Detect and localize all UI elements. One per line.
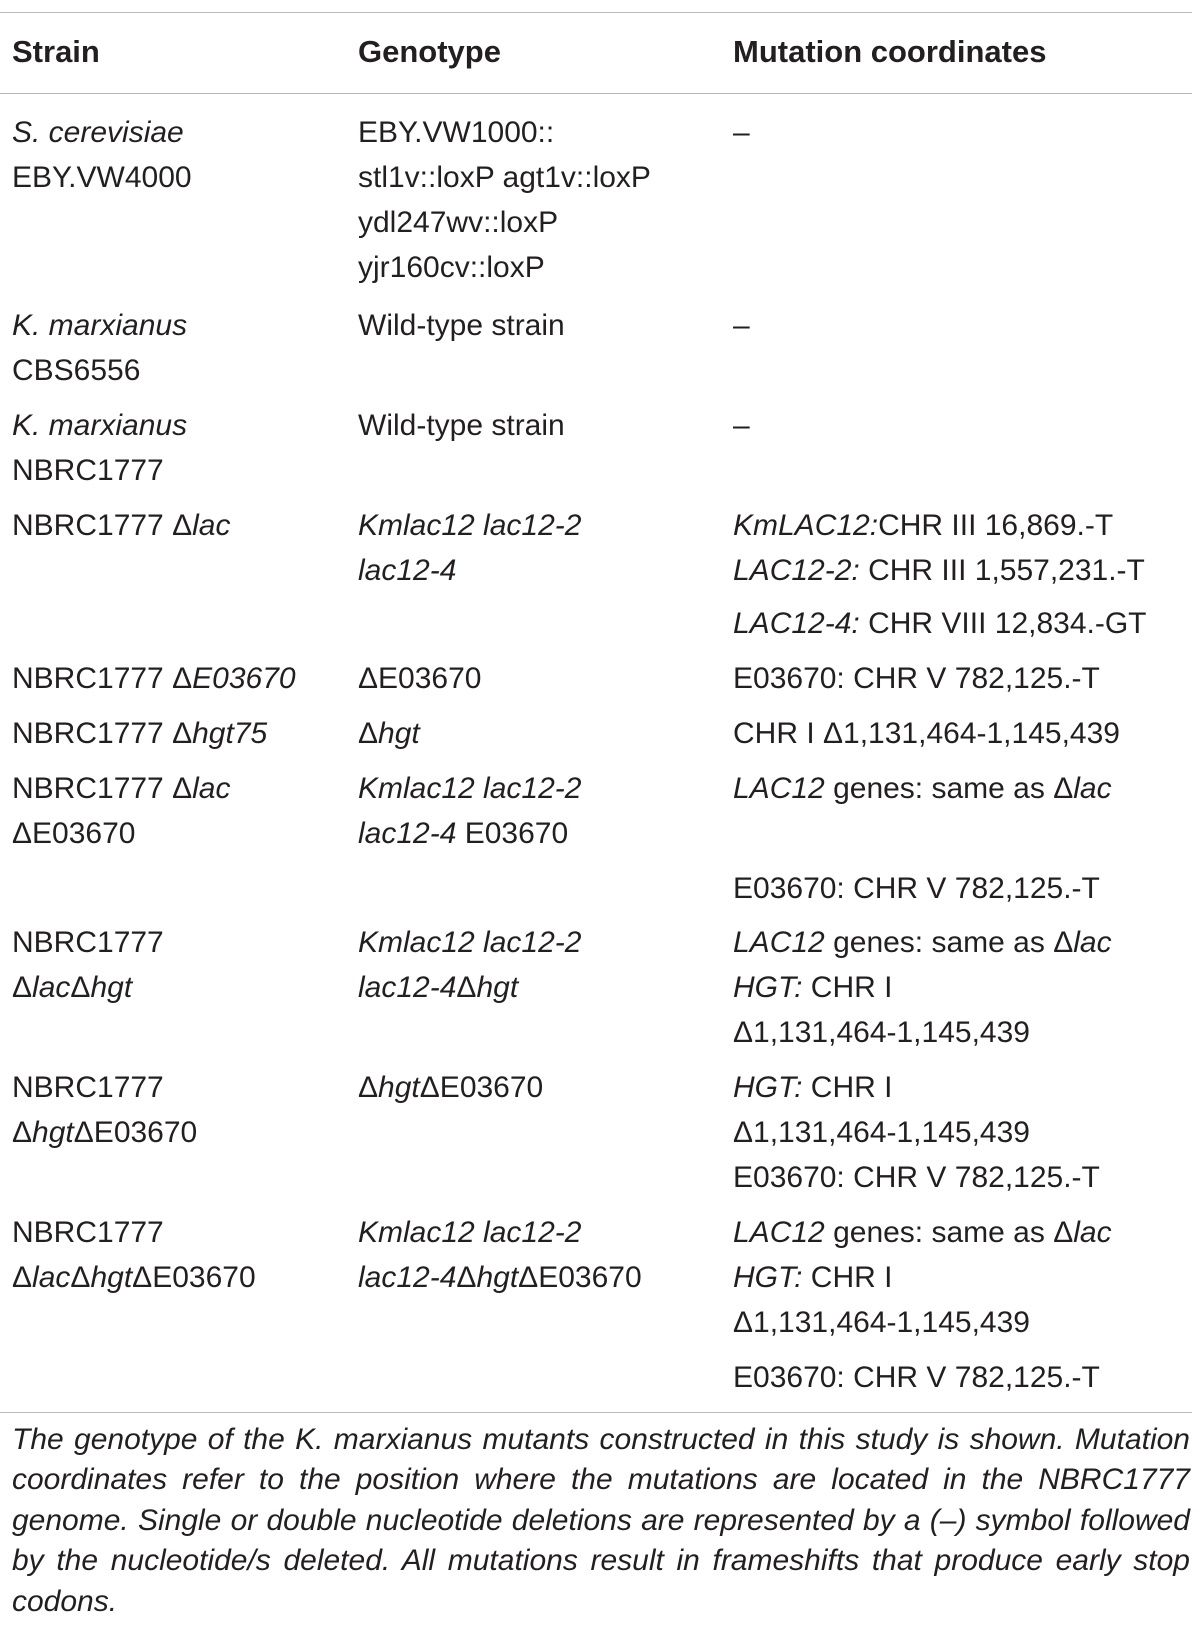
cell-text: K. marxianus <box>12 409 188 442</box>
mutation-coordinates-cell-line <box>733 548 1145 593</box>
cell-text: hgt <box>90 1261 133 1294</box>
strain-cell-line <box>12 403 187 448</box>
mutation-coordinates-cell-line <box>733 110 750 155</box>
cell-text: ydl247wv::loxP <box>358 206 559 239</box>
cell-text: CBS6556 <box>12 354 141 387</box>
cell-text: hgt <box>32 1116 74 1149</box>
header-genotype: Genotype <box>358 34 501 69</box>
mutation-coordinates-cell-line <box>733 1155 1100 1200</box>
cell-text: ΔE03670 <box>518 1261 642 1294</box>
cell-text: LAC12 <box>733 1216 825 1249</box>
mutation-coordinates-cell-line <box>733 1010 1030 1055</box>
cell-text: EBY.VW4000 <box>12 161 192 194</box>
cell-text: CHR I Δ1,131,464-1,145,439 <box>733 717 1120 750</box>
cell-text: CHR I <box>802 971 893 1004</box>
cell-text: genes: same as Δ <box>824 772 1074 805</box>
mutation-coordinates-cell-line <box>733 965 892 1010</box>
header-mutation-coordinates: Mutation coordinates <box>733 34 1047 69</box>
cell-text: NBRC1777 Δ <box>12 717 193 750</box>
cell-text: CHR I <box>802 1261 893 1294</box>
cell-text: LAC12 <box>733 772 825 805</box>
mutation-coordinates-cell-line <box>733 1110 1030 1155</box>
cell-text: stl1v::loxP agt1v::loxP <box>358 161 651 194</box>
strain-cell-line <box>12 303 187 348</box>
cell-text: Δ <box>456 971 477 1004</box>
cell-text: genes: same as Δ <box>824 1216 1074 1249</box>
strain-cell-line <box>12 503 230 548</box>
cell-text: CHR III 1,557,231.-T <box>859 554 1145 587</box>
mutation-coordinates-cell-line <box>733 1355 1100 1400</box>
cell-text: – <box>733 309 750 342</box>
cell-text: Δ <box>358 717 379 750</box>
table-footnote: The genotype of the K. marxianus mutants constructed in this study is shown. Mutation coordinates refer to the position where the mutations are located in the NBRC1777 genome. Single or double nucleotide deletions are represented by a (–) symbol followed by the nucleotide/s deleted. All mutations result in frameshifts that produce early stop codons. <box>12 1423 1190 1618</box>
cell-text: Kmlac12 lac12-2 <box>358 772 582 805</box>
cell-text: NBRC1777 <box>12 454 164 487</box>
header-strain: Strain <box>12 34 100 69</box>
cell-text: Δ <box>12 971 33 1004</box>
genotype-cell-line <box>358 503 581 548</box>
strain-cell-line <box>12 348 140 393</box>
cell-text: Kmlac12 lac12-2 <box>358 1216 582 1249</box>
cell-text: genes: same as Δ <box>824 926 1074 959</box>
cell-text: E03670 <box>456 817 569 850</box>
genotype-cell-line <box>358 1210 581 1255</box>
cell-text: HGT: <box>733 971 803 1004</box>
genotype-cell-line <box>358 1065 543 1110</box>
cell-text: LAC12-4: <box>733 607 860 640</box>
cell-text: E03670: CHR V 782,125.-T <box>733 1361 1100 1394</box>
cell-text: ΔE03670 <box>358 662 482 695</box>
mutation-coordinates-cell-line <box>733 711 1120 756</box>
mutation-coordinates-cell-line <box>733 403 750 448</box>
cell-text: Δ1,131,464-1,145,439 <box>733 1116 1030 1149</box>
strain-cell-line <box>12 155 192 200</box>
cell-text: CHR VIII 12,834.-GT <box>859 607 1147 640</box>
header-rule <box>0 93 1192 94</box>
strain-cell-line <box>12 711 267 756</box>
genotype-cell-line <box>358 1255 642 1300</box>
cell-text: LAC12-2: <box>733 554 860 587</box>
genotype-cell-line <box>358 403 565 448</box>
mutation-coordinates-cell-line <box>733 601 1147 646</box>
mutation-coordinates-cell-line <box>733 303 750 348</box>
cell-text: Kmlac12 lac12-2 <box>358 926 582 959</box>
cell-text: yjr160cv::loxP <box>358 251 545 284</box>
cell-text: E03670 <box>192 662 296 695</box>
cell-text: hgt <box>476 1261 519 1294</box>
cell-text: Δ1,131,464-1,145,439 <box>733 1306 1030 1339</box>
cell-text: Δ <box>456 1261 477 1294</box>
cell-text: hgt <box>378 1071 420 1104</box>
cell-text: ΔE03670 <box>12 817 136 850</box>
cell-text: lac <box>32 1261 71 1294</box>
cell-text: NBRC1777 <box>12 926 164 959</box>
mutation-coordinates-cell-line <box>733 1210 1112 1255</box>
cell-text: lac12-4 <box>358 817 457 850</box>
strain-cell-line <box>12 1110 197 1155</box>
strain-cell-line <box>12 965 132 1010</box>
cell-text: Δ <box>12 1116 33 1149</box>
strain-cell-line <box>12 811 135 856</box>
cell-text: hgt75 <box>192 717 268 750</box>
genotype-cell-line <box>358 200 558 245</box>
strain-cell-line <box>12 110 184 155</box>
cell-text: hgt <box>90 971 133 1004</box>
cell-text: lac <box>192 772 231 805</box>
cell-text: lac12-4 <box>358 971 457 1004</box>
cell-text: Kmlac12 lac12-2 <box>358 509 582 542</box>
cell-text: HGT: <box>733 1071 803 1104</box>
cell-text: lac <box>32 971 71 1004</box>
genotype-cell-line <box>358 711 420 756</box>
cell-text: E03670: CHR V 782,125.-T <box>733 1161 1100 1194</box>
cell-text: hgt <box>476 971 519 1004</box>
strain-cell-line <box>12 1065 164 1110</box>
genotype-cell-line <box>358 656 481 701</box>
cell-text: NBRC1777 Δ <box>12 662 193 695</box>
mutation-coordinates-cell-line <box>733 920 1112 965</box>
strain-cell-line <box>12 766 230 811</box>
mutation-coordinates-cell-line <box>733 1065 892 1110</box>
cell-text: ΔE03670 <box>73 1116 198 1149</box>
cell-text: CHR III 16,869.-T <box>878 509 1114 542</box>
cell-text: KmLAC12: <box>733 509 879 542</box>
genotype-cell-line <box>358 155 651 200</box>
cell-text: Δ1,131,464-1,145,439 <box>733 1016 1030 1049</box>
cell-text: NBRC1777 <box>12 1216 164 1249</box>
top-rule <box>0 12 1192 13</box>
cell-text: lac12-4 <box>358 554 457 587</box>
genotype-cell-line <box>358 965 518 1010</box>
cell-text: lac <box>1073 926 1112 959</box>
cell-text: hgt <box>378 717 420 750</box>
strain-cell-line <box>12 448 164 493</box>
cell-text: Wild-type strain <box>358 409 565 442</box>
cell-text: lac <box>1073 772 1112 805</box>
genotype-cell-line <box>358 548 456 593</box>
cell-text: Δ <box>12 1261 33 1294</box>
mutation-coordinates-cell-line <box>733 1300 1030 1345</box>
mutation-coordinates-cell-line <box>733 866 1100 911</box>
cell-text: S. cerevisiae <box>12 116 184 149</box>
strain-cell-line <box>12 1255 256 1300</box>
genotype-cell-line <box>358 110 554 155</box>
cell-text: Δ <box>358 1071 379 1104</box>
mutation-coordinates-cell-line <box>733 766 1112 811</box>
cell-text: LAC12 <box>733 926 825 959</box>
strain-cell-line <box>12 1210 164 1255</box>
cell-text: NBRC1777 <box>12 1071 164 1104</box>
cell-text: ΔE03670 <box>132 1261 256 1294</box>
mutation-coordinates-cell-line <box>733 503 1113 548</box>
genotype-cell-line <box>358 766 581 811</box>
bottom-rule <box>0 1412 1192 1413</box>
genotype-cell-line <box>358 303 565 348</box>
cell-text: NBRC1777 Δ <box>12 509 193 542</box>
cell-text: lac12-4 <box>358 1261 457 1294</box>
cell-text: – <box>733 116 750 149</box>
cell-text: – <box>733 409 750 442</box>
genotype-cell-line <box>358 811 568 856</box>
cell-text: lac <box>192 509 231 542</box>
cell-text: K. marxianus <box>12 309 188 342</box>
cell-text: E03670: CHR V 782,125.-T <box>733 872 1100 905</box>
cell-text: CHR I <box>802 1071 893 1104</box>
strain-cell-line <box>12 920 164 965</box>
cell-text: Wild-type strain <box>358 309 565 342</box>
cell-text: E03670: CHR V 782,125.-T <box>733 662 1100 695</box>
cell-text: lac <box>1073 1216 1112 1249</box>
cell-text: HGT: <box>733 1261 803 1294</box>
mutation-coordinates-cell-line <box>733 656 1100 701</box>
cell-text: NBRC1777 Δ <box>12 772 193 805</box>
cell-text: ΔE03670 <box>419 1071 544 1104</box>
cell-text: EBY.VW1000:: <box>358 116 555 149</box>
mutation-coordinates-cell-line <box>733 1255 892 1300</box>
cell-text: Δ <box>70 1261 91 1294</box>
genotype-cell-line <box>358 920 581 965</box>
strain-cell-line <box>12 656 296 701</box>
cell-text: Δ <box>70 971 91 1004</box>
genotype-cell-line <box>358 245 545 290</box>
